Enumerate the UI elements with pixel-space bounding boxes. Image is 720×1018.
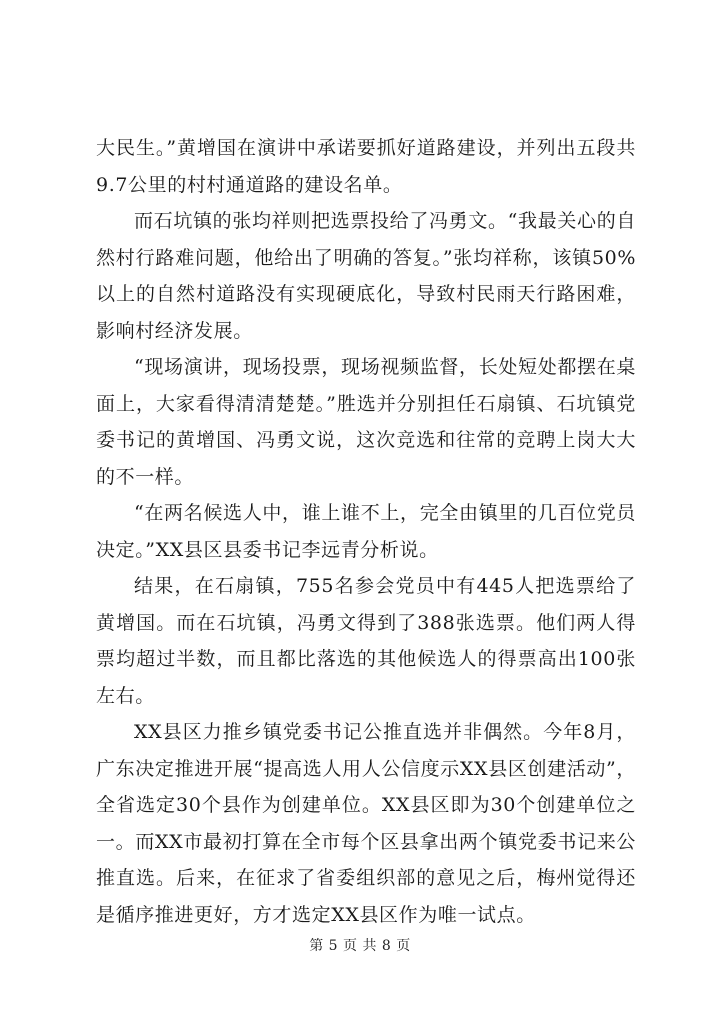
paragraph-2: 而石坑镇的张均祥则把选票投给了冯勇文。“我最关心的自然村行路难问题，他给出了明确的答复。”张均祥称，该镇50%以上的自然村道路没有实现硬底化，导致村民雨天行路困难，影响村经济发展。 [96,210,636,342]
paragraph-1: 大民生。”黄增国在演讲中承诺要抓好道路建设，并列出五段共9.7公里的村村通道路的建设名单。 [96,137,636,196]
paragraph-4: “在两名候选人中，谁上谁不上，完全由镇里的几百位党员决定。”XX县区县委书记李远青分析说。 [96,502,636,561]
paragraph-6: XX县区力推乡镇党委书记公推直选并非偶然。今年8月，广东决定推进开展“提高选人用人公信度示XX县区创建活动”，全省选定30个县作为创建单位。XX县区即为30个创建单位之一。而XX市最初打算在全市每个区县拿出两个镇党委书记来公推直选。后来，在征求了省委组织部的意见之后，梅州觉得还是循序推进更好，方才选定XX县区作为唯一试点。 [96,721,636,926]
document-body [96,130,636,933]
paragraph-5: 结果，在石扇镇，755名参会党员中有445人把选票给了黄增国。而在石坑镇，冯勇文得到了388张选票。他们两人得票均超过半数，而且都比落选的其他候选人的得票高出100张左右。 [96,575,636,707]
paragraph-3: “现场演讲，现场投票，现场视频监督，长处短处都摆在桌面上，大家看得清清楚楚。”胜选并分别担任石扇镇、石坑镇党委书记的黄增国、冯勇文说，这次竞选和往常的竞聘上岗大大的不一样。 [96,356,636,488]
page-footer: 第 5 页 共 8 页 [309,938,411,954]
